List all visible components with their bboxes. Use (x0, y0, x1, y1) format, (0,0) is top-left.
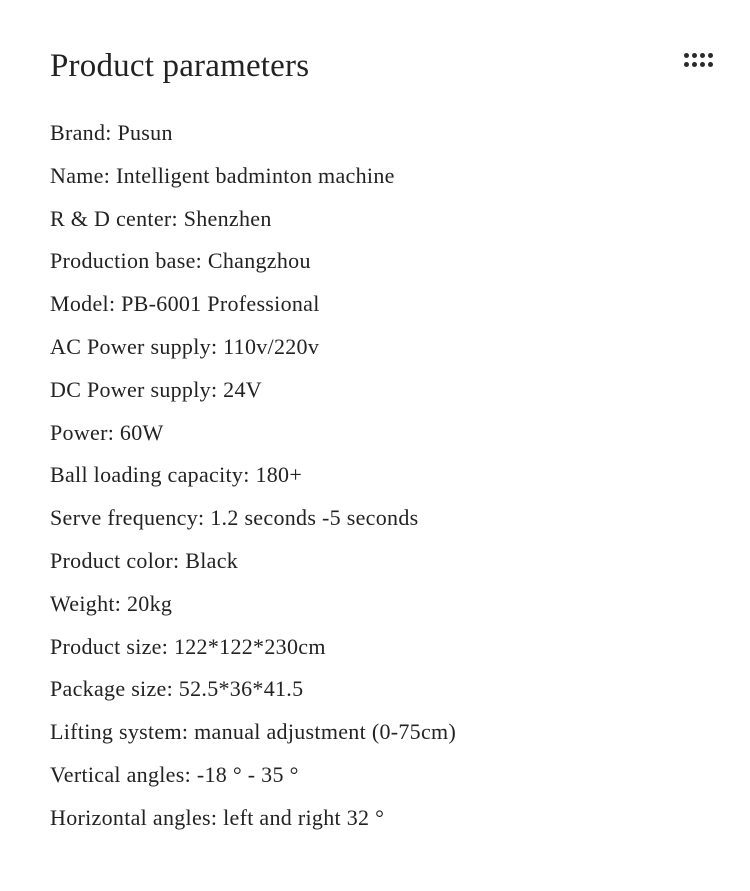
param-rd-center: R & D center: Shenzhen (50, 205, 272, 231)
grid-dots-icon[interactable] (684, 53, 716, 69)
param-production-base: Production base: Changzhou (50, 248, 311, 274)
param-ball-capacity: Ball loading capacity: 180+ (50, 462, 303, 488)
param-lifting-system: Lifting system: manual adjustment (0-75cm) (50, 719, 457, 745)
param-product-size: Product size: 122*122*230cm (50, 633, 326, 659)
param-package-size: Package size: 52.5*36*41.5 (50, 676, 304, 702)
param-weight: Weight: 20kg (50, 590, 173, 616)
param-color: Product color: Black (50, 547, 239, 573)
param-model: Model: PB-6001 Professional (50, 291, 320, 317)
param-serve-frequency: Serve frequency: 1.2 seconds -5 seconds (50, 505, 419, 531)
param-power: Power: 60W (50, 419, 164, 445)
param-brand: Brand: Pusun (50, 120, 173, 145)
page-title: Product parameters (50, 48, 310, 84)
param-vertical-angles: Vertical angles: -18 ° - 35 ° (50, 761, 299, 787)
param-ac-power: AC Power supply: 110v/220v (50, 333, 320, 359)
param-dc-power: DC Power supply: 24V (50, 376, 262, 402)
parameter-list (50, 112, 456, 840)
param-horizontal-angles: Horizontal angles: left and right 32 ° (50, 804, 385, 830)
param-name: Name: Intelligent badminton machine (50, 162, 395, 188)
